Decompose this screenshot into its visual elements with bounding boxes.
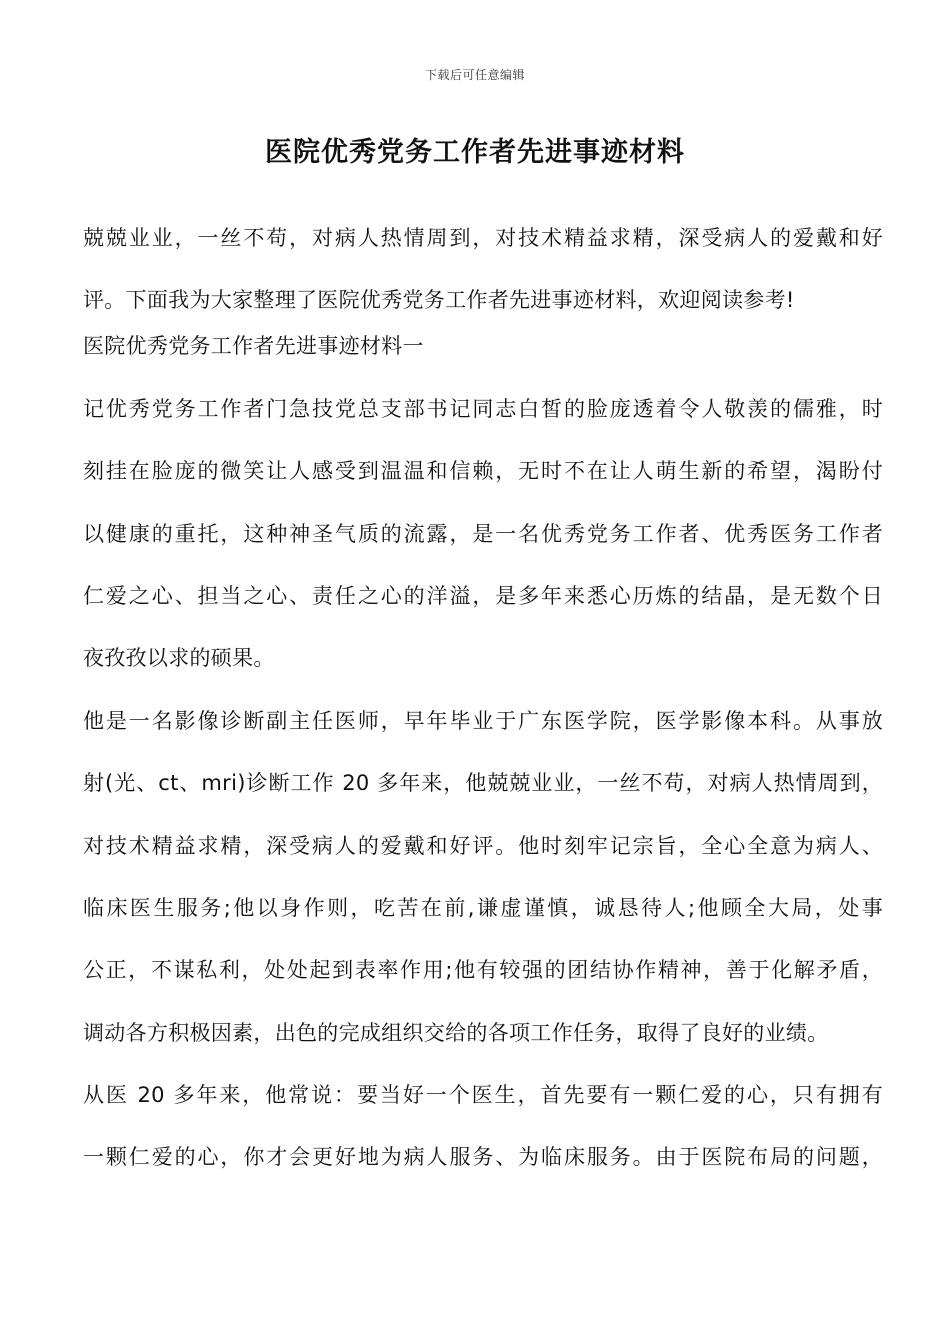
paragraph-line: 刻挂在脸庞的微笑让人感受到温温和信赖，无时不在让人萌生新的希望，渴盼付 <box>83 459 883 484</box>
paragraph-line: 仁爱之心、担当之心、责任之心的洋溢，是多年来悉心历炼的结晶，是无数个日 <box>83 583 883 608</box>
paragraph-line: 一颗仁爱的心，你才会更好地为病人服务、为临床服务。由于医院布局的问题， <box>83 1145 883 1170</box>
paragraph-line: 记优秀党务工作者门急技党总支部书记同志白皙的脸庞透着令人敬羡的儒雅，时 <box>83 396 883 421</box>
paragraph-line: 以健康的重托，这种神圣气质的流露，是一名优秀党务工作者、优秀医务工作者 <box>83 521 883 546</box>
paragraph-line: 从医 20 多年来，他常说：要当好一个医生，首先要有一颗仁爱的心，只有拥有 <box>83 1083 883 1108</box>
paragraph-line: 临床医生服务;他以身作则，吃苦在前,谦虚谨慎，诚恳待人;他顾全大局，处事 <box>83 895 883 920</box>
paragraph-line: 公正，不谋私利，处处起到表率作用;他有较强的团结协作精神，善于化解矛盾， <box>83 958 883 983</box>
paragraph-line: 夜孜孜以求的硕果。 <box>83 646 275 671</box>
header-note: 下载后可任意编辑 <box>424 68 525 82</box>
paragraph-line: 射(光、ct、mri)诊断工作 20 多年来，他兢兢业业，一丝不苟，对病人热情周到， <box>83 771 883 796</box>
body-text <box>83 218 883 1200</box>
document-title: 医院优秀党务工作者先进事迹材料 <box>265 137 685 168</box>
section-heading: 医院优秀党务工作者先进事迹材料一 <box>83 334 424 359</box>
paragraph-line: 兢兢业业，一丝不苟，对病人热情周到，对技术精益求精，深受病人的爱戴和好 <box>83 226 883 250</box>
paragraph-line: 对技术精益求精，深受病人的爱戴和好评。他时刻牢记宗旨，全心全意为病人、 <box>83 833 883 858</box>
paragraph-line: 调动各方积极因素，出色的完成组织交给的各项工作任务，取得了良好的业绩。 <box>83 1020 829 1045</box>
paragraph-line: 他是一名影像诊断副主任医师，早年毕业于广东医学院，医学影像本科。从事放 <box>83 708 883 733</box>
paragraph-line: 评。下面我为大家整理了医院优秀党务工作者先进事迹材料，欢迎阅读参考! <box>83 288 795 313</box>
